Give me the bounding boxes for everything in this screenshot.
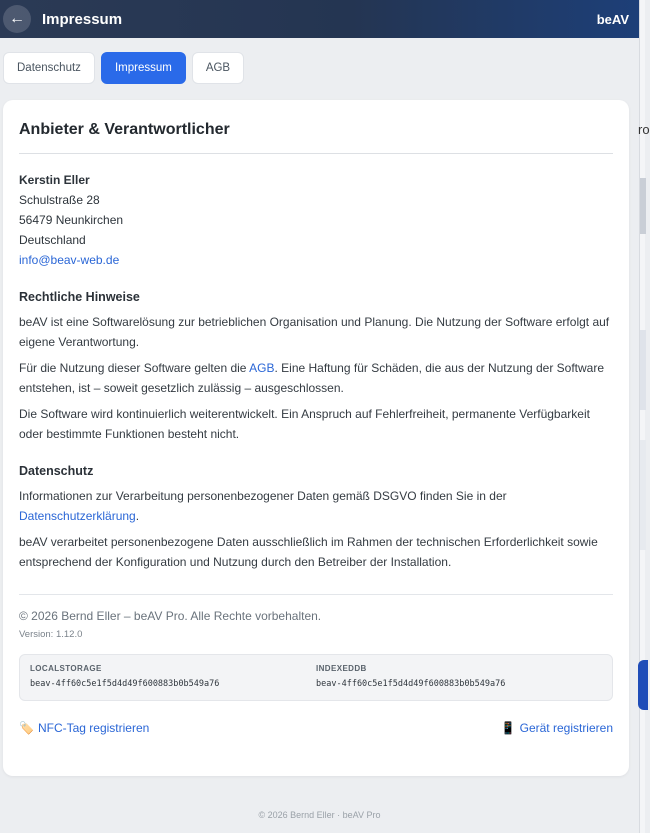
background-block: [640, 178, 646, 234]
legal-paragraph-2: [19, 358, 613, 398]
indexeddb-label: INDEXEDDB: [316, 664, 367, 673]
back-arrow-icon: ←: [9, 10, 25, 27]
provider-name: Kerstin Eller: [19, 173, 90, 187]
impressum-card: [3, 100, 629, 776]
email-link[interactable]: info@beav-web.de: [19, 253, 120, 267]
background-block: [640, 440, 646, 550]
tab-datenschutz[interactable]: Datenschutz: [3, 52, 95, 84]
privacy-policy-link[interactable]: Datenschutzerklärung: [19, 509, 136, 523]
address-country: Deutschland: [19, 233, 86, 247]
legal-paragraph-1: beAV ist eine Softwarelösung zur betrieblichen Organisation und Planung. Die Nutzung der Software erfolgt auf eigene Verantwortung.: [19, 315, 610, 349]
background-app-strip: [638, 0, 650, 833]
indexeddb-info: [316, 664, 602, 700]
provider-address: [19, 170, 613, 270]
page-footer: © 2026 Bernd Eller · beAV Pro: [258, 810, 381, 820]
legal-paragraph-2-text-end: . Eine Haftung für Schäden, die aus der Nutzung der Software entstehen, ist – soweit gesetzlich zulässig – ausgeschlossen.: [19, 361, 605, 395]
card-heading: Anbieter & Verantwortlicher: [19, 100, 613, 154]
localstorage-label: LOCALSTORAGE: [30, 664, 102, 673]
divider: [19, 594, 613, 595]
background-button[interactable]: [638, 660, 648, 710]
phone-icon: 📱: [500, 721, 516, 735]
app-header: [0, 0, 639, 38]
legal-heading: Rechtliche Hinweise: [19, 290, 140, 304]
storage-info-box: [19, 654, 613, 701]
privacy-paragraph-1-text: Informationen zur Verarbeitung personenbezogener Daten gemäß DSGVO finden Sie in der: [19, 489, 507, 503]
background-text-fragment: ro: [638, 122, 650, 137]
indexeddb-value: beav-4ff60c5e1f5d4d49f600883b0b549a76: [316, 679, 506, 689]
address-city: 56479 Neunkirchen: [19, 213, 124, 227]
agb-link[interactable]: AGB: [249, 361, 275, 375]
tab-impressum[interactable]: Impressum: [101, 52, 186, 84]
legal-tabs: [3, 52, 244, 84]
privacy-paragraph-1-text-end: .: [135, 509, 140, 523]
privacy-paragraph-1: [19, 486, 613, 526]
tab-agb[interactable]: AGB: [192, 52, 244, 84]
legal-paragraph-3: Die Software wird kontinuierlich weiterentwickelt. Ein Anspruch auf Fehlerfreiheit, permanente Verfügbarkeit oder bestimmte Funktionen besteht nicht.: [19, 407, 590, 441]
brand-label: beAV: [596, 11, 629, 27]
version-text: Version: 1.12.0: [19, 629, 83, 640]
tag-icon: 🏷️: [19, 721, 34, 735]
register-nfc-button[interactable]: [19, 721, 149, 735]
background-block: [640, 330, 646, 410]
privacy-heading: Datenschutz: [19, 464, 94, 478]
copyright-text: © 2026 Bernd Eller – beAV Pro. Alle Rechte vorbehalten.: [19, 609, 322, 623]
page-title: Impressum: [42, 10, 123, 28]
card-actions: [19, 721, 613, 735]
register-nfc-label: NFC-Tag registrieren: [37, 721, 150, 735]
privacy-paragraph-2: beAV verarbeitet personenbezogene Daten ausschließlich im Rahmen der technischen Erforderlichkeit sowie entsprechend der Konfiguration und Nutzung durch den Betreiber der Installation.: [19, 535, 598, 569]
register-device-button[interactable]: [501, 721, 613, 735]
localstorage-value: beav-4ff60c5e1f5d4d49f600883b0b549a76: [30, 679, 220, 689]
localstorage-info: [30, 664, 316, 700]
register-device-label: Gerät registrieren: [519, 721, 613, 735]
address-street: Schulstraße 28: [19, 193, 100, 207]
legal-paragraph-2-text: Für die Nutzung dieser Software gelten die: [19, 361, 250, 375]
back-button[interactable]: [3, 5, 31, 33]
